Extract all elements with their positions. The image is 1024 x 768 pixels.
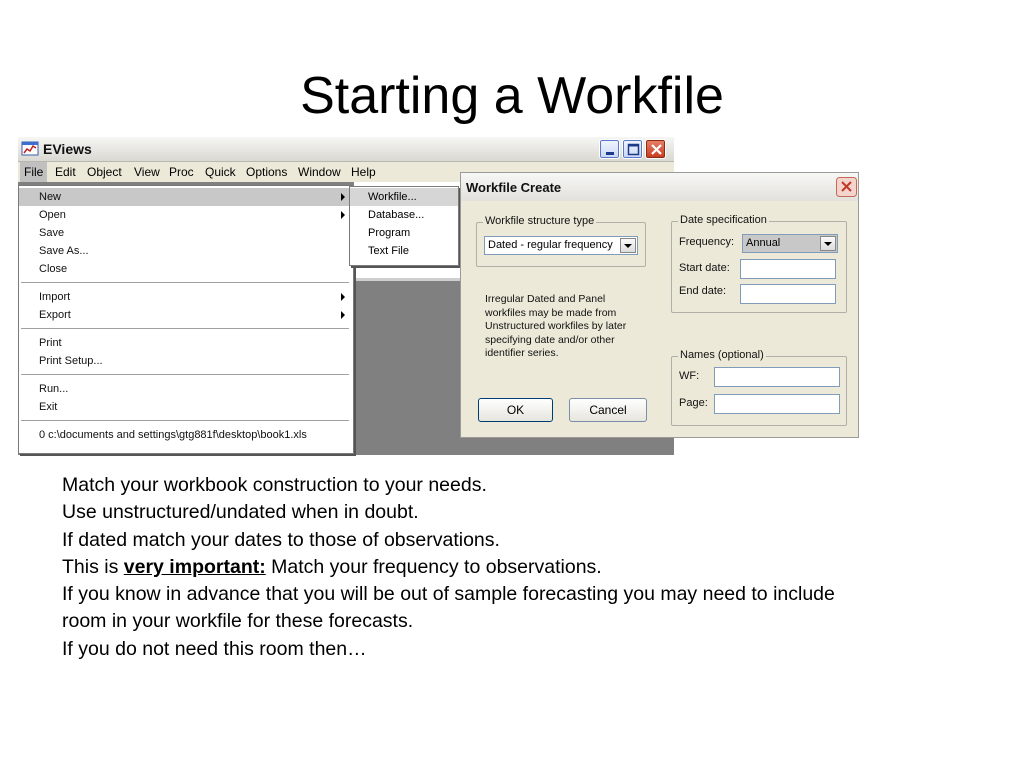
submenu-arrow-icon bbox=[341, 193, 345, 201]
menu-item-new[interactable]: New bbox=[19, 188, 353, 206]
body-line-important: This is very important: Match your frequency to observations. bbox=[62, 555, 602, 578]
submenu-arrow-icon bbox=[341, 311, 345, 319]
eviews-app-icon bbox=[21, 140, 39, 157]
cancel-button[interactable]: Cancel bbox=[569, 398, 647, 422]
structure-type-group: Workfile structure type Dated - regular frequency bbox=[476, 222, 646, 267]
dialog-close-button[interactable] bbox=[836, 177, 857, 197]
menu-window[interactable]: Window bbox=[298, 165, 341, 179]
maximize-button[interactable] bbox=[622, 139, 643, 159]
close-icon bbox=[646, 140, 667, 160]
wf-label: WF: bbox=[679, 370, 700, 382]
menu-item-exit[interactable]: Exit bbox=[39, 401, 58, 413]
important-emphasis: very important: bbox=[123, 555, 266, 578]
file-menu bbox=[18, 185, 354, 454]
menu-item-print[interactable]: Print bbox=[39, 337, 62, 349]
ok-button[interactable]: OK bbox=[478, 398, 553, 422]
dropdown-arrow-icon[interactable] bbox=[620, 238, 636, 253]
frequency-label: Frequency: bbox=[679, 236, 735, 248]
end-date-input[interactable] bbox=[740, 284, 836, 304]
workfile-create-dialog bbox=[460, 172, 859, 438]
maximize-icon bbox=[623, 140, 644, 160]
structure-type-select[interactable]: Dated - regular frequency bbox=[484, 236, 638, 255]
menu-options[interactable]: Options bbox=[246, 165, 288, 179]
menu-item-import[interactable]: Import bbox=[19, 288, 353, 306]
menu-separator bbox=[21, 282, 349, 284]
wf-name-input[interactable] bbox=[714, 367, 840, 387]
menu-proc[interactable]: Proc bbox=[169, 165, 194, 179]
body-line: If you do not need this room then… bbox=[62, 637, 367, 660]
body-line: If you know in advance that you will be out of sample forecasting you may need to include room in your workfile for these forecasts. bbox=[62, 583, 835, 633]
submenu-item-text-file[interactable]: Text File bbox=[368, 245, 409, 257]
slide-body bbox=[62, 472, 882, 663]
dropdown-arrow-icon[interactable] bbox=[820, 236, 836, 251]
body-line: Match your workbook construction to your needs. bbox=[62, 474, 487, 496]
dialog-titlebar[interactable] bbox=[461, 173, 858, 201]
submenu-arrow-icon bbox=[341, 293, 345, 301]
close-icon bbox=[836, 177, 857, 197]
body-line: Use unstructured/undated when in doubt. bbox=[62, 501, 419, 524]
menu-quick[interactable]: Quick bbox=[205, 165, 236, 179]
submenu-item-database[interactable]: Database... bbox=[368, 209, 425, 221]
slide-title: Starting a Workfile bbox=[300, 67, 724, 125]
minimize-button[interactable] bbox=[599, 139, 620, 159]
menu-item-close[interactable]: Close bbox=[39, 263, 68, 275]
menu-item-open[interactable]: Open bbox=[19, 206, 353, 224]
minimize-icon bbox=[600, 140, 621, 160]
menu-item-save-as[interactable]: Save As... bbox=[39, 245, 89, 257]
date-specification-group: Date specification Frequency: Annual Start date: End date: bbox=[671, 221, 847, 313]
menu-help[interactable]: Help bbox=[351, 165, 376, 179]
submenu-item-program[interactable]: Program bbox=[368, 227, 411, 239]
menu-item-recent-file[interactable]: 0 c:\documents and settings\gtg881f\desktop\book1.xls bbox=[39, 429, 307, 441]
menu-item-save[interactable]: Save bbox=[39, 227, 65, 239]
window-title: EViews bbox=[43, 141, 92, 157]
new-submenu bbox=[349, 186, 459, 266]
page-name-input[interactable] bbox=[714, 394, 840, 414]
menu-object[interactable]: Object bbox=[87, 165, 122, 179]
dialog-title: Workfile Create bbox=[466, 180, 562, 195]
menu-edit[interactable]: Edit bbox=[55, 165, 76, 179]
start-date-input[interactable] bbox=[740, 259, 836, 279]
body-line: If dated match your dates to those of observations. bbox=[62, 528, 500, 551]
menu-separator bbox=[21, 420, 349, 422]
menu-separator bbox=[21, 328, 349, 330]
end-date-label: End date: bbox=[679, 285, 727, 297]
structure-info-text: Irregular Dated and Panel workfiles may be made from Unstructured workfiles by later specifying date and/or other identifier series. bbox=[485, 293, 627, 359]
menu-separator bbox=[21, 374, 349, 376]
names-group: Names (optional) WF: Page: bbox=[671, 356, 847, 426]
frequency-select[interactable]: Annual bbox=[742, 234, 838, 253]
page-label: Page: bbox=[679, 397, 708, 409]
menu-view[interactable]: View bbox=[134, 165, 160, 179]
menu-file[interactable]: File bbox=[20, 162, 47, 182]
menu-item-run[interactable]: Run... bbox=[39, 383, 69, 395]
submenu-arrow-icon bbox=[341, 211, 345, 219]
close-button[interactable] bbox=[645, 139, 666, 159]
start-date-label: Start date: bbox=[679, 262, 730, 274]
menu-item-export[interactable]: Export bbox=[19, 306, 353, 324]
eviews-titlebar[interactable] bbox=[18, 137, 674, 162]
submenu-item-workfile[interactable]: Workfile... bbox=[350, 188, 458, 206]
menu-item-print-setup[interactable]: Print Setup... bbox=[39, 355, 103, 367]
